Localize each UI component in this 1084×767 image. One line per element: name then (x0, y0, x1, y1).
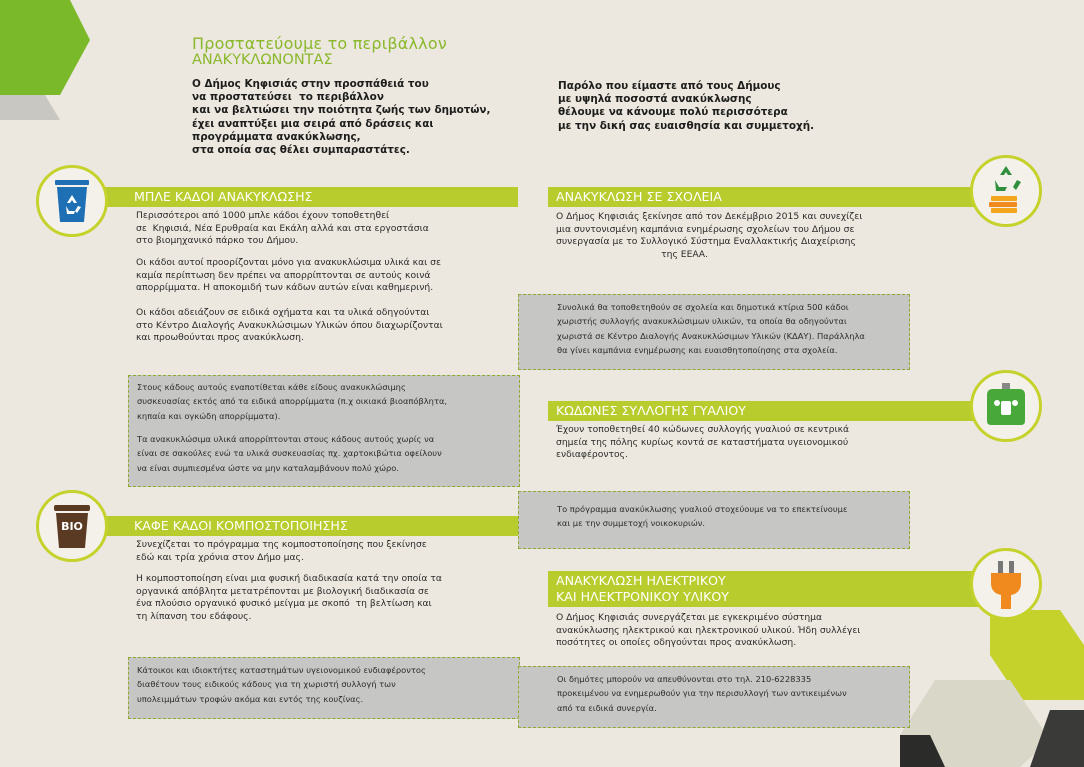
blue-bins-heading: ΜΠΛΕ ΚΑΔΟΙ ΑΝΑΚΥΚΛΩΣΗΣ (134, 189, 313, 204)
schools-info-box (518, 294, 910, 370)
glass-heading: ΚΩΔΩΝΕΣ ΣΥΛΛΟΓΗΣ ΓΥΑΛΙΟΥ (556, 403, 746, 418)
blue-bins-heading-band (40, 187, 518, 207)
compost-text-2: Η κομποστοποίηση είναι μια φυσική διαδικασία κατά την οποία τα οργανικά απόβλητα μετατρέπονται με βιολογική διαδικασία σε ένα πλούσιο οργανικό φυσικό μείγμα με σκοπό τη βελτίωση και τη λίπανση του εδάφους. (136, 573, 442, 622)
electric-text: Ο Δήμος Κηφισιάς συνεργάζεται με εγκεκριμένο σύστημα ανακύκλωσης ηλεκτρικού και ηλεκτρονικού υλικού. Ήδη συλλέγει ποσότητες οι οποίες οδηγούνται προς ανακύκλωση. (556, 612, 861, 649)
electric-info-box (518, 666, 910, 728)
decorative-hexagons-bottom-right (900, 610, 1084, 767)
schools-heading: ΑΝΑΚΥΚΛΩΣΗ ΣΕ ΣΧΟΛΕΙΑ (556, 189, 722, 204)
blue-bin-icon (36, 165, 108, 237)
intro-right-text: Παρόλο που είμαστε από τους Δήμους με υψηλά ποσοστά ανακύκλωσης θέλουμε να κάνουμε πολύ περισσότερα με την δική σας ευαισθησία και συμμετοχή. (558, 80, 815, 132)
electric-heading-band (548, 571, 1028, 607)
compost-heading-band (40, 516, 518, 536)
page-title: Προστατεύουμε το περιβάλλον (192, 34, 447, 53)
schools-text: Ο Δήμος Κηφισιάς ξεκίνησε από τον Δεκέμβριο 2015 και συνεχίζει μια συντονισμένη καμπάνια ενημέρωσης σχολείων του Δήμου σε συνεργασία με το Συλλογικό Σύστημα Εναλλακτικής Διαχείρισης της ΕΕΑΑ. (556, 211, 863, 260)
compost-box-text: Κάτοικοι και ιδιοκτήτες καταστημάτων υγειονομικού ενδιαφέροντος διαθέτουν τους ειδικούς κάδους για τη χωριστή συλλογή των υπολειμμάτων τροφών ακόμα και εντός της κουζίνας. (137, 665, 426, 704)
intro-left-text: Ο Δήμος Κηφισιάς στην προσπάθειά του να προστατεύσει το περιβάλλον και να βελτιώσει την ποιότητα ζωής των δημοτών, έχει αναπτύξει μια σειρά από δράσεις και προγράμματα ανακύκλωσης, στα οποία σας θέλει συμπαραστάτες. (192, 78, 491, 157)
glass-info-box (518, 491, 910, 549)
electric-box-text: Οι δημότες μπορούν να απευθύνονται στο τηλ. 210-6228335 προκειμένου να ενημερωθούν για την περισυλλογή των αντικειμένων από τα ειδικά συνεργία. (557, 674, 847, 713)
electric-plug-icon (970, 548, 1042, 620)
glass-bell-icon (970, 370, 1042, 442)
compost-text-1: Συνεχίζεται το πρόγραμμα της κομποστοποίησης που ξεκίνησε εδώ και τρία χρόνια στον Δήμο μας. (136, 539, 427, 563)
electric-heading-line1: ΑΝΑΚΥΚΛΩΣΗ ΗΛΕΚΤΡΙΚΟΥ (556, 573, 726, 588)
blue-bins-text-3: Οι κάδοι αδειάζουν σε ειδικά οχήματα και τα υλικά οδηγούνται στο Κέντρο Διαλογής Ανακυκλώσιμων Υλικών όπου διαχωρίζονται και προωθούνται προς ανακύκλωση. (136, 307, 443, 344)
compost-heading: ΚΑΦΕ ΚΑΔΟΙ ΚΟΜΠΟΣΤΟΠΟΙΗΣΗΣ (134, 518, 348, 533)
blue-bins-info-box (128, 375, 520, 487)
blue-bins-text-1: Περισσότεροι από 1000 μπλε κάδοι έχουν τοποθετηθεί σε Κηφισιά, Νέα Ερυθραία και Εκάλη αλλά και στα εργοστάσια στο βιομηχανικό πάρκο του Δήμου. (136, 210, 429, 247)
decorative-hexagons-top-left (0, 0, 140, 120)
page-subtitle: ΑΝΑΚΥΚΛΩΝΟΝΤΑΣ (192, 52, 333, 68)
recycling-papers-icon (970, 155, 1042, 227)
bio-label: BIO (61, 520, 83, 533)
compost-bin-icon (36, 490, 108, 562)
schools-box-text: Συνολικά θα τοποθετηθούν σε σχολεία και δημοτικά κτίρια 500 κάδοι χωριστής συλλογής ανακυκλώσιμων υλικών, τα οποία θα οδηγούνται χωριστά σε Κέντρο Διαλογής Ανακυκλώσιμων Υλικών (ΚΔΑΥ). Παράλληλα θα γίνει καμπάνια ενημέρωσης και ευαισθητοποίησης στα σχολεία. (557, 302, 865, 356)
blue-bins-text-2: Οι κάδοι αυτοί προορίζονται μόνο για ανακυκλώσιμα υλικά και σε καμία περίπτωση δεν πρέπει να απορρίπτονται σε αυτούς κοινά απορρίμματα. Η αποκομιδή των κάδων αυτών είναι καθημερινή. (136, 257, 441, 294)
glass-box-text: Το πρόγραμμα ανακύκλωσης γυαλιού στοχεύουμε να το επεκτείνουμε και με την συμμετοχή νοικοκυριών. (557, 504, 848, 529)
compost-info-box (128, 657, 520, 719)
blue-bins-box-text-2: Τα ανακυκλώσιμα υλικά απορρίπτονται στους κάδους αυτούς χωρίς να είναι σε σακούλες ενώ τα υλικά συσκευασίας πχ. χαρτοκιβώτια οφείλουν να είναι συμπιεσμένα ώστε να μην καταλαμβάνουν πολύ χώρο. (137, 434, 442, 473)
glass-heading-band (548, 401, 1028, 421)
electric-heading-line2: ΚΑΙ ΗΛΕΚΤΡΟΝΙΚΟΥ ΥΛΙΚΟΥ (556, 589, 729, 604)
schools-heading-band (548, 187, 1028, 207)
glass-text: Έχουν τοποθετηθεί 40 κώδωνες συλλογής γυαλιού σε κεντρικά σημεία της πόλης κυρίως κοντά σε καταστήματα υγειονομικού ενδιαφέροντος. (556, 424, 850, 461)
blue-bins-box-text-1: Στους κάδους αυτούς εναποτίθεται κάθε είδους ανακυκλώσιμης συσκευασίας εκτός από τα ειδικά απορρίμματα (π.χ οικιακά βιοαπόβλητα, κηπαία και ογκώδη απορρίμματα). (137, 382, 448, 421)
